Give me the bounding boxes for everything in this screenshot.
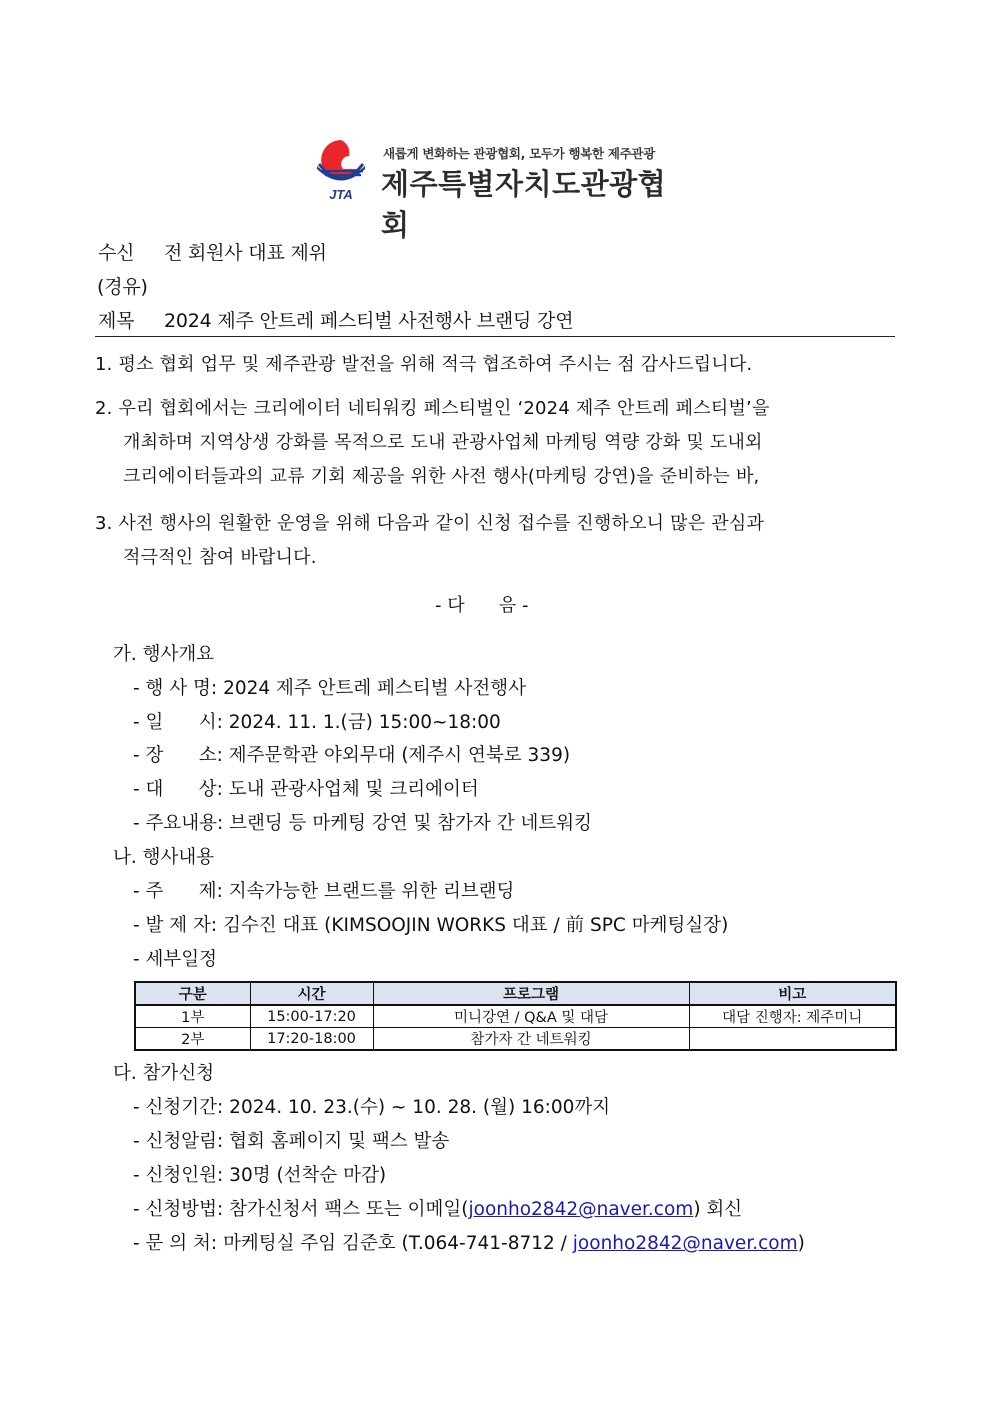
- apply-method-label: - 신청방법:: [133, 1199, 224, 1220]
- col-header-part: 구분: [135, 982, 250, 1005]
- event-content-row: [133, 809, 592, 835]
- paragraph-3-line-1: 3. 사전 행사의 원활한 운영을 위해 다음과 같이 신청 접수를 진행하오니 많은 관심과: [95, 513, 765, 534]
- apply-capacity-row: [133, 1161, 386, 1187]
- schedule-table: [134, 981, 897, 1051]
- cell-note: [689, 1028, 896, 1051]
- paragraph-2-line-1: 2. 우리 협회에서는 크리에이터 네티워킹 페스티벌인 ‘2024 제주 안트레 페스티벌’을: [95, 398, 770, 419]
- apply-period-label: - 신청기간:: [133, 1097, 224, 1118]
- table-row: [135, 1005, 896, 1028]
- following-label: - 다 음 -: [435, 595, 529, 616]
- contact-text: 마케팅실 주임 김준호 (T.064-741-8712 /: [223, 1233, 573, 1254]
- event-date-row: [133, 708, 501, 734]
- contact-suffix: ): [797, 1233, 805, 1254]
- contact-label: - 문 의 처:: [133, 1233, 218, 1254]
- subject-row: [98, 306, 573, 333]
- event-target-value: 도내 관광사업체 및 크리에이터: [228, 779, 479, 800]
- apply-method-row: [133, 1195, 742, 1221]
- table-row: [135, 1028, 896, 1051]
- col-header-program: 프로그램: [373, 982, 689, 1005]
- event-venue-row: [133, 741, 570, 767]
- apply-email-link[interactable]: joonho2842@naver.com: [468, 1199, 694, 1220]
- event-venue-label: - 장 소:: [133, 745, 223, 766]
- paragraph-1: 1. 평소 협회 업무 및 제주관광 발전을 위해 적극 협조하여 주시는 점 감사드립니다.: [95, 354, 753, 375]
- section-a-title: 가. 행사개요: [113, 644, 215, 665]
- jta-logo-icon: [313, 136, 369, 202]
- speaker-row: [133, 911, 728, 937]
- recipient-value: 전 회원사 대표 제위: [164, 242, 327, 264]
- apply-method-text: 참가신청서 팩스 또는 이메일(: [229, 1199, 469, 1220]
- speaker-label: - 발 제 자:: [133, 915, 218, 936]
- cell-part: 1부: [135, 1005, 250, 1028]
- event-venue-value: 제주문학관 야외무대 (제주시 연북로 339): [228, 745, 571, 766]
- organization-name: 제주특별자치도관광협회: [381, 167, 667, 242]
- topic-row: [133, 877, 514, 903]
- event-date-value: 2024. 11. 1.(금) 15:00~18:00: [228, 712, 501, 733]
- recipient-label: 수신: [98, 242, 135, 264]
- speaker-value: 김수진 대표 (KIMSOOJIN WORKS 대표 / 前 SPC 마케팅실장): [223, 915, 729, 936]
- schedule-header-row: [135, 982, 896, 1005]
- via-row: (경유): [97, 276, 148, 298]
- event-name-label: - 행 사 명:: [133, 678, 218, 699]
- event-target-row: [133, 775, 479, 801]
- cell-program: 참가자 간 네트워킹: [373, 1028, 689, 1051]
- subject-label: 제목: [98, 310, 135, 332]
- schedule-label: - 세부일정: [133, 949, 218, 970]
- event-name-value: 2024 제주 안트레 페스티벌 사전행사: [223, 678, 526, 699]
- svg-text:JTA: JTA: [329, 187, 353, 202]
- event-date-label: - 일 시:: [133, 712, 223, 733]
- col-header-note: 비고: [689, 982, 896, 1005]
- recipient-row: [98, 238, 327, 265]
- event-content-label: - 주요내용:: [133, 813, 224, 834]
- event-name-row: [133, 674, 526, 700]
- contact-row: [133, 1229, 805, 1255]
- cell-note: 대담 진행자: 제주미니: [689, 1005, 896, 1028]
- apply-capacity-label: - 신청인원:: [133, 1165, 224, 1186]
- section-c-title: 다. 참가신청: [113, 1063, 215, 1084]
- apply-method-suffix: ) 회신: [693, 1199, 743, 1220]
- apply-period-value: 2024. 10. 23.(수) ~ 10. 28. (월) 16:00까지: [229, 1097, 611, 1118]
- topic-value: 지속가능한 브랜드를 위한 리브랜딩: [228, 881, 515, 902]
- apply-notice-value: 협회 홈페이지 및 팩스 발송: [229, 1131, 450, 1152]
- cell-program: 미니강연 / Q&A 및 대담: [373, 1005, 689, 1028]
- subject-value: 2024 제주 안트레 페스티벌 사전행사 브랜딩 강연: [164, 310, 574, 332]
- event-target-label: - 대 상:: [133, 779, 223, 800]
- paragraph-2-line-3: 크리에이터들과의 교류 기회 제공을 위한 사전 행사(마케팅 강연)을 준비하는 바,: [123, 466, 760, 487]
- paragraph-3-line-2: 적극적인 참여 바랍니다.: [123, 547, 317, 568]
- logo-slogan: 새롭게 변화하는 관광협회, 모두가 행복한 제주관광: [383, 146, 655, 161]
- apply-notice-label: - 신청알림:: [133, 1131, 224, 1152]
- event-content-value: 브랜딩 등 마케팅 강연 및 참가자 간 네트워킹: [229, 813, 593, 834]
- organization-logo: [313, 136, 683, 242]
- cell-part: 2부: [135, 1028, 250, 1051]
- apply-notice-row: [133, 1127, 449, 1153]
- cell-time: 17:20-18:00: [250, 1028, 373, 1051]
- paragraph-2-line-2: 개최하며 지역상생 강화를 목적으로 도내 관광사업체 마케팅 역량 강화 및 도내외: [123, 432, 763, 453]
- header-divider: [95, 336, 895, 337]
- contact-email-link[interactable]: joonho2842@naver.com: [572, 1233, 798, 1254]
- apply-capacity-value: 30명 (선착순 마감): [229, 1165, 387, 1186]
- col-header-time: 시간: [250, 982, 373, 1005]
- apply-period-row: [133, 1093, 610, 1119]
- cell-time: 15:00-17:20: [250, 1005, 373, 1028]
- section-b-title: 나. 행사내용: [113, 847, 215, 868]
- topic-label: - 주 제:: [133, 881, 223, 902]
